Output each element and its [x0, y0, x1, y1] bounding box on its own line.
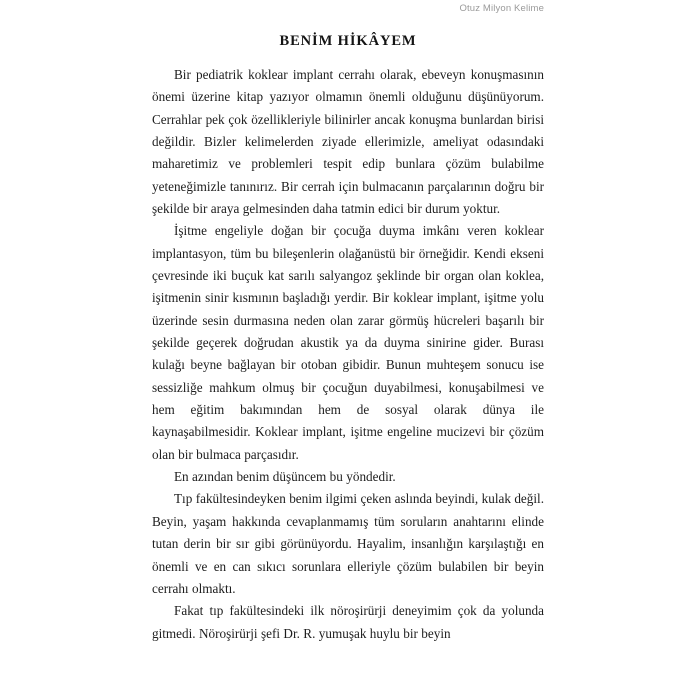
paragraph: Fakat tıp fakültesindeki ilk nöroşirürji deneyimim çok da yolunda gitmedi. Nöroşirürji şefi Dr. R. yumuşak huylu bir beyin — [152, 603, 544, 641]
body-text — [152, 64, 544, 645]
paragraph: En azından benim düşüncem bu yöndedir. — [174, 469, 396, 485]
paragraph: Bir pediatrik koklear implant cerrahı olarak, ebeveyn konuşmasının önemi üzerine kitap yazıyor olmamın önemli olduğunu düşünüyorum. Cerrahlar pek çok özellikleriyle bilinirler ancak konuşma bunlardan birisi değildir. Bizler kelimelerden ziyade ellerimizle, ameliyat odasındaki maharetimiz ve problemleri tespit edip bunlara çözüm bulabilme yeteneğimizle tanınırız. Bir cerrah için bulmacanın parçalarının doğru bir şekilde bir araya gelmesinden daha tatmin edici bir durum yoktur. — [152, 66, 544, 216]
running-head: Otuz Milyon Kelime — [459, 3, 544, 14]
page-content — [152, 34, 544, 645]
paragraph: İşitme engeliyle doğan bir çocuğa duyma imkânı veren koklear implantasyon, tüm bu bileşenlerin olağanüstü bir örneğidir. Kendi ekseni çevresinde iki buçuk kat sarılı salyangoz şeklinde bir organ olan koklea, işitmenin sinir kısmının başladığı yerdir. Bir koklear implant, işitme yolu üzerinde sesin durmasına neden olan zarar görmüş hücreleri başarılı bir şekilde geçerek doğrudan akustik ya da duyma sinirine gider. Burası kulağı beyne bağlayan bir otoban gibidir. Bunun muhteşem sonucu ise sessizliğe mahkum olmuş bir çocuğun duyabilmesi, konuşabilmesi ve hem eğitim bakımından hem de sosyal olarak dünya ile kaynaşabilmesidir. Koklear implant, işitme engeline mucizevi bir çözüm olan bir bulmaca parçasıdır. — [152, 223, 544, 462]
chapter-title: BENİM HİKÂYEM — [279, 33, 417, 49]
paragraph: Tıp fakültesindeyken benim ilgimi çeken aslında beyindi, kulak değil. Beyin, yaşam hakkında cevaplanmamış tüm soruların anahtarını elinde tutan derin bir sır gibi görünüyordu. Hayalim, insanlığın karşılaştığı en önemli ve en can sıkıcı sorunlara elleriyle çözüm bulabilen bir beyin cerrahı olmaktı. — [152, 491, 544, 596]
